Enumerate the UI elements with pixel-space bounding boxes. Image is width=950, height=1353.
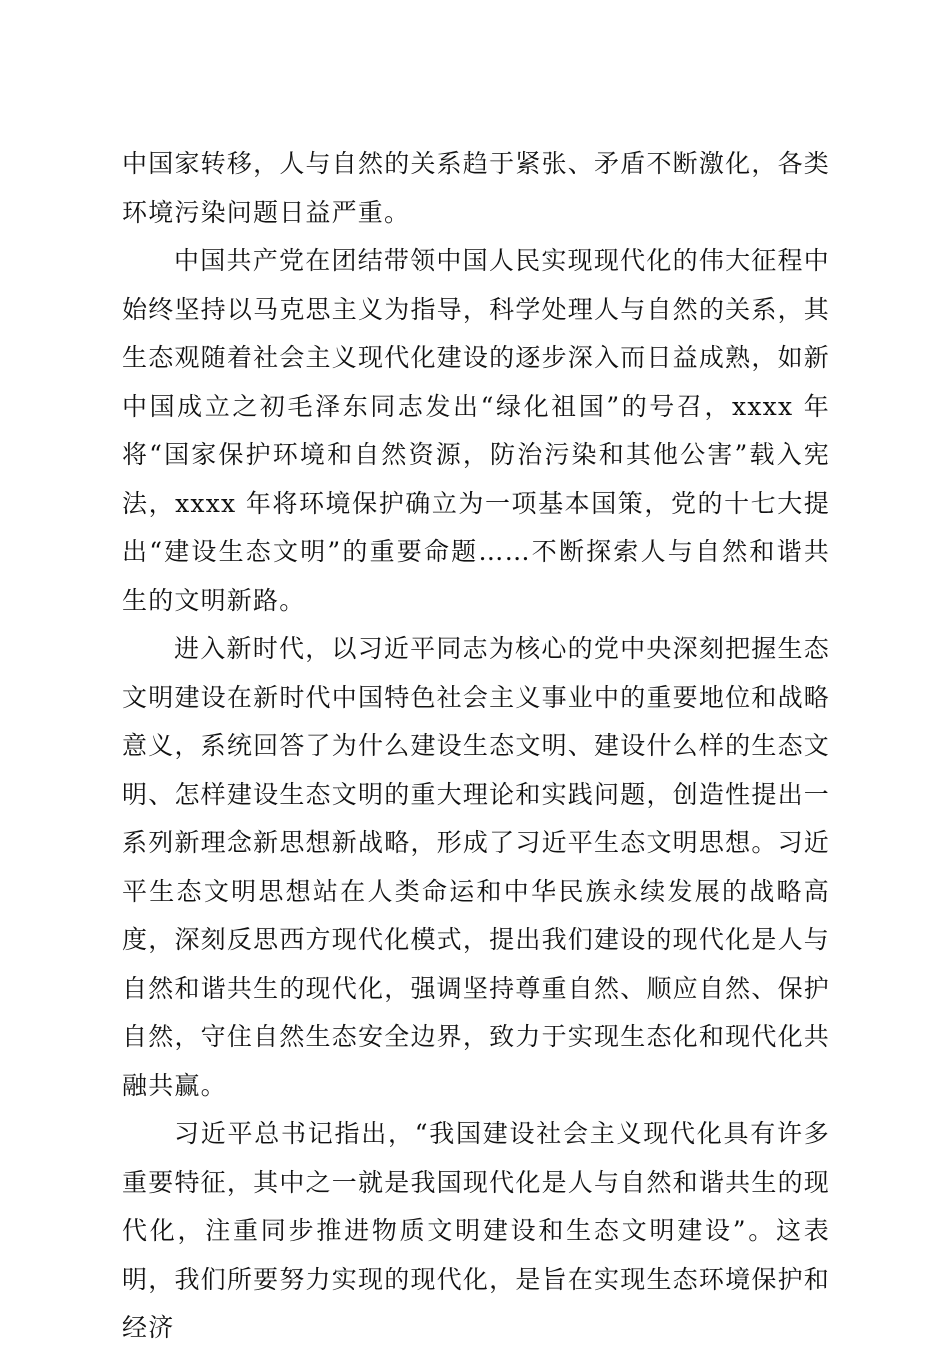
document-body <box>122 140 830 1353</box>
paragraph-cpc-ecology-history: 中国共产党在团结带领中国人民实现现代化的伟大征程中始终坚持以马克思主义为指导，科学处理人与自然的关系，其生态观随着社会主义现代化建设的逐步深入而日益成熟，如新中国成立之初毛泽东同志发出“绿化祖国”的号召，xxxx 年将“国家保护环境和自然资源，防治污染和其他公害”载入宪法，xxxx 年将环境保护确立为一项基本国策，党的十七大提出“建设生态文明”的重要命题……不断探索人与自然和谐共生的文明新路。 <box>122 246 830 615</box>
paragraph-new-era-ecological-civilization: 进入新时代，以习近平同志为核心的党中央深刻把握生态文明建设在新时代中国特色社会主义事业中的重要地位和战略意义，系统回答了为什么建设生态文明、建设什么样的生态文明、怎样建设生态文明的重大理论和实践问题，创造性提出一系列新理念新思想新战略，形成了习近平生态文明思想。习近平生态文明思想站在人类命运和中华民族永续发展的战略高度，深刻反思西方现代化模式，提出我们建设的现代化是人与自然和谐共生的现代化，强调坚持尊重自然、顺应自然、保护自然，守住自然生态安全边界，致力于实现生态化和现代化共融共赢。 <box>122 634 830 1100</box>
paragraph-continuation: 中国家转移，人与自然的关系趋于紧张、矛盾不断激化，各类环境污染问题日益严重。 <box>122 149 830 227</box>
paragraph-xi-quote-modernization: 习近平总书记指出，“我国建设社会主义现代化具有许多重要特征，其中之一就是我国现代化是人与自然和谐共生的现代化，注重同步推进物质文明建设和生态文明建设”。这表明，我们所要努力实现的现代化，是旨在实现生态环境保护和经济 <box>122 1119 830 1342</box>
